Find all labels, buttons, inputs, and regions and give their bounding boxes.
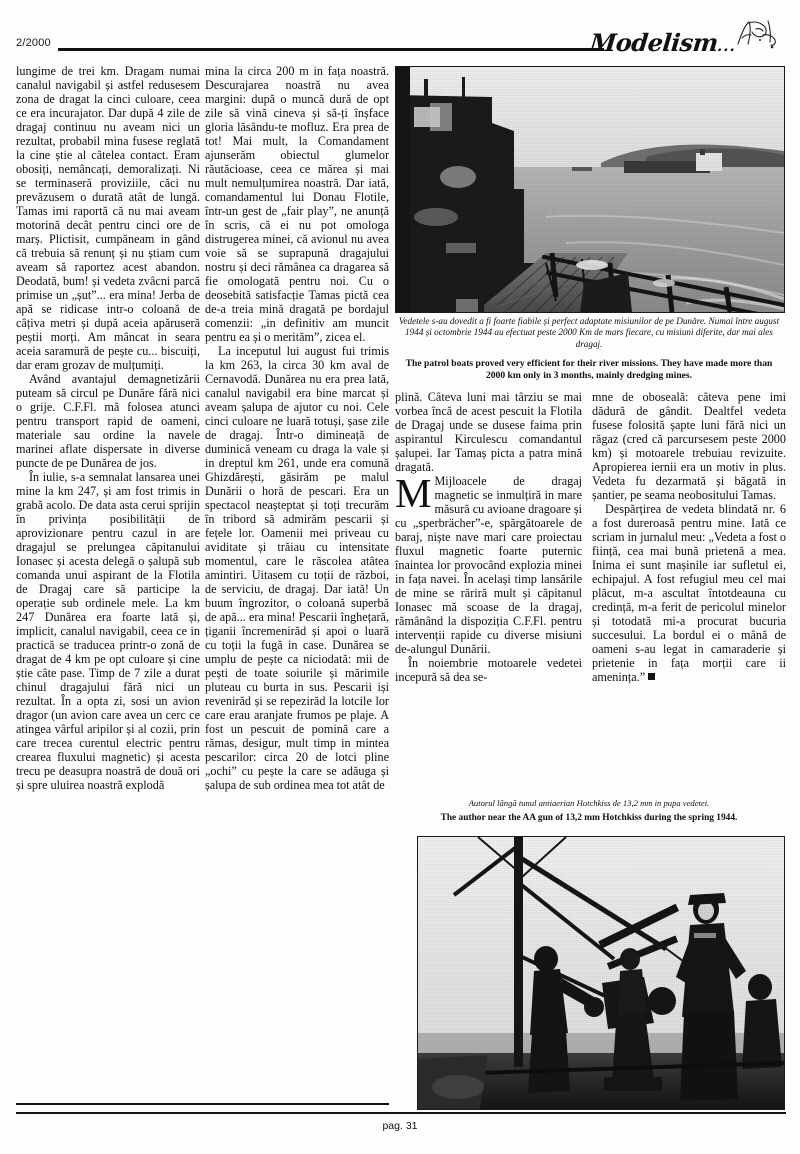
author-near-aa-gun-photo bbox=[417, 836, 785, 1110]
column-bottom-rule bbox=[16, 1103, 389, 1105]
footer-rule bbox=[16, 1112, 786, 1114]
top-photo-caption bbox=[395, 316, 783, 382]
text-column-1 bbox=[16, 64, 200, 792]
caption-english: The patrol boats proved very efficient for their river missions. They have made more than 2000 km only in 3 months, mainly dredging mines. bbox=[405, 358, 773, 382]
paragraph: La inceputul lui august fui trimis la km 263, la circa 30 km aval de Cernavodă. Dunărea nu era prea lată, canalul navigabil era bine marcat și aveam șalupa de ajutor cu noi. Cele cinci culoare ne luară totuși, șase zile de dragaj. Într-o dimineață de duminică veneam cu draga la vale și in dreptul km 261, unde era comună Ghizdărești, găsirăm pe malul Dunării o horă de pescari. Era un spectacol neașteptat și toți trecurăm în tribord să admirăm pescarii și fețele lor. Oamenii mei priveau cu aviditate și trăiau cu intensitate momentul, care le răscolea atâtea amintiri. Uitasem cu toții de război, de serviciu, de dragaj. Dar iată! Un buum îngrozitor, o coloană superbă de apă... era mina! Pescarii înghețară, țiganii încremenirăd și apoi o luară cu toții la fugă in case. Dunărea se umplu de pește ca niciodată: mii de pești de toate soiurile și mărimile pluteau cu burta in sus. Pescarii iși revenirăd și se repezirăd la lotcile lor care erau aranjate frumos pe plaje. A fost un pescuit de pomină care a rămas, desigur, mult timp in mintea pescarilor: circa 20 de lotci pline „ochi” cu pește la care se adăuga și șalupa de sub ordinea mea tot atât de bbox=[205, 344, 389, 792]
caption-romanian: Vedetele s-au dovedit a fi foarte fiabile și perfect adaptate misiunilor de pe Dunăre. Numai între august 1944 și octombrie 1944 au efectuat peste 2000 Km de mars fiecare, cu misiuni diferite, dar mai ales dragaj. bbox=[398, 316, 780, 349]
text-column-4 bbox=[592, 390, 786, 684]
magazine-logo-dots: ... bbox=[716, 37, 737, 55]
page-header bbox=[16, 28, 786, 64]
paragraph: În iulie, s-a semnalat lansarea unei mine la km 247, și am fost trimis in grabă acolo. De data asta cerui sprijin în privința posibilității de aprovizionare pentru cazul in are dragajul se prelungea căpitanului Ionasec și acesta delegă o șalupă sub comanda unui aspirant de la Flotila de Dragaj care să participe la operație sub ordinele mele. La km 247 Dunărea era foarte lată și, implicit, canalul navigabil, ceea ce in practică se traducea printr-o zonă de dragat de 4 km pe opt culoare și cine știe câte pase. Timp de 7 zile a durat chinul dragajului fără nici un rezultat. În a opta zi, sosi un avion dragor (un avion care avea un cerc ce atingea vârful aripilor și al cozii, prin care trecea curentul electric pentru crearea fluxului magnetic) și acesta trecu pe deasupra noastră de două ori și spre uluirea noastră explodă bbox=[16, 470, 200, 792]
magazine-logo-text: Modelism bbox=[588, 28, 719, 57]
scribble-logo-icon bbox=[734, 18, 780, 52]
end-of-article-mark bbox=[648, 673, 655, 680]
magazine-logo bbox=[588, 28, 737, 57]
paragraph: lungime de trei km. Dragam numai canalul navigabil și astfel redusesem zona de dragat la cinci culoare, ceea ce era incurajator. Dar după 4 zile de dragaj continuu nu aveam nici un rezultat, probabil mina fusese reglată la cine știe al câtelea contact. Eram obosiți, nemâncați, demoralizați. Ni se terminaseră proviziile, căci nu prevăzusem o durată atât de lungă. Tamas imi raportă că nu mai aveam motorină decât pentru cinci ore de marș. Plictisit, cumpăneam in gând că trebuia să renunț și nu știam cum aveam să raportez acest abandon. Deodată, bum! și vedeta zvâcni parcă primise un „șut”... era mina! Jerba de apă se ridicase intr-o coloană de câțiva metri și după aceia apăruseră peștii morți. Am mâncat in seara aceia saramură de pește cu... biscuiți, dar eram grozav de mulțumiți. bbox=[16, 64, 200, 372]
paragraph-text: Mijloacele de dragaj magnetic se inmulțiră in mare măsură cu avioane dragoare și cu „sperbrächer”-e, spărgătoarele de baraj, niște nave mari care proiectau fluxul magnetic foarte puternic înaintea lor provocând explozia minei in fața navei. În același timp lansările de mine se răriră mult și căpitanul Ionasec mă scoase de la dragaj, rămânând la dispoziția C.F.Fl. pentru intervenții rapide cu diverse misiuni de-alungul Dunării. bbox=[395, 474, 583, 656]
patrol-boat-on-danube-photo bbox=[395, 66, 785, 313]
paragraph: Având avantajul demagnetizării puteam să circul pe Dunăre fără nici o grije. C.F.Fl. mă folosea atunci pentru transport rapid de oameni, materiale sau ordine la navele marinei aflate dispersate in diverse puncte de pe Dunărea de jos. bbox=[16, 372, 200, 470]
text-column-2 bbox=[205, 64, 389, 792]
drop-cap-letter: M bbox=[395, 470, 432, 516]
paragraph: mina la circa 200 m in fața noastră. Descurajarea noastră nu avea margini: după o muncă dură de opt zile să vină cineva și să-ți înșface gloria lăsându-te mofluz. Era prea de tot! Mai mult, la Comandament ajunserăm obiectul glumelor răutăcioase, ceea ce mărea și mai mult nemulțumirea noastră. Dar iată, comandamentul lui Donau Flotile, într-un gest de „fair play”, ne anunță în scris, că ei nu pot omologa distrugerea minei, că avionul nu avea voie să se suprapună dragajului nostru și deci rămânea ca dragarea să fie omologată pentru noi. Cu o deosebită satisfacție Tamas pictă cea de-a treia mină dragată pe bordajul comenzii: „in definitiv am muncit pentru ea și o merităm”, zicea el. bbox=[205, 64, 389, 344]
paragraph-text: Despărțirea de vedeta blindată nr. 6 a fost dureroasă pentru mine. Iată ce scriam in jurnalul meu: „Vedeta a fost o ființă, cea mai bună prietenă a mea. Inima ei sunt mașinile iar sufletul ei, echipajul. A fost refugiul meu cel mai plăcut, m-a ascultat întotdeauna cu credință, m-a ferit de pericolul minelor și totodată mi-a procurat bucuria succesului. La bordul ei o mână de oameni s-au legat in camaraderie și prietenie in fața morții care ii amenința.” bbox=[592, 502, 786, 684]
paragraph: În noiembrie motoarele vedetei incepură să dea se- bbox=[395, 656, 582, 684]
header-rule bbox=[58, 48, 604, 51]
bottom-photo-caption bbox=[395, 798, 783, 824]
page-number: pag. 31 bbox=[382, 1120, 418, 1132]
photo-artwork bbox=[418, 837, 784, 1109]
paragraph bbox=[592, 502, 786, 684]
caption-english: The author near the AA gun of 13,2 mm Hotchkiss during the spring 1944. bbox=[440, 812, 738, 823]
photo-artwork bbox=[396, 67, 784, 312]
paragraph-with-dropcap bbox=[395, 470, 583, 656]
paragraph: plină. Câteva luni mai târziu se mai vorbea încă de acest pescuit la Flotila de Dragaj unde se dusese faima prin aspirantul Kirculescu comandantul șalupei. Iar Tamaș picta a patra mină dragată. bbox=[395, 390, 582, 474]
caption-romanian: Autorul lângă tunul antiaerian Hotchkiss de 13,2 mm in pupa vedetei. bbox=[468, 798, 710, 808]
issue-number: 2/2000 bbox=[16, 37, 51, 49]
paragraph: mne de oboseală: câteva pene imi dădură de gândit. Dealtfel vedeta fusese folosită șapte luni fără nici un răgaz (cred că parcursesem peste 2000 km) și motoarele trebuiau revizuite. Apropierea iernii era un motiv in plus. Vedeta fu dezarmată și băgată in șantier, pe seama neobositului Tamas. bbox=[592, 390, 786, 502]
text-column-3 bbox=[395, 390, 582, 684]
